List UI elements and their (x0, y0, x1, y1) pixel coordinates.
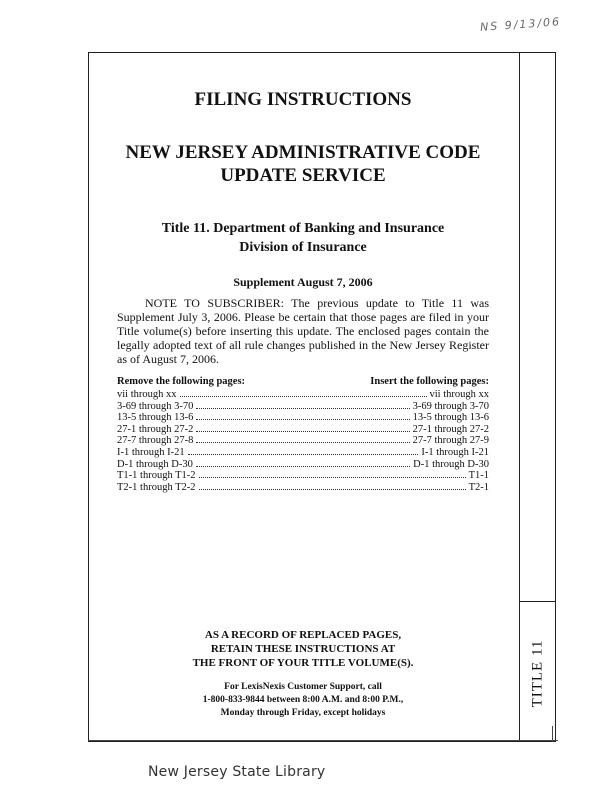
dot-leader (199, 469, 466, 478)
pages-table (117, 375, 489, 492)
dot-leader (180, 388, 427, 397)
support-line1: For LexisNexis Customer Support, call (224, 682, 382, 692)
dot-leader (196, 400, 409, 409)
page-row (117, 423, 489, 435)
insert-pages: T2-1 (468, 481, 489, 493)
dot-leader (196, 434, 409, 443)
page-row (117, 388, 489, 400)
title-heading (117, 219, 489, 257)
remove-pages: T1-1 through T1-2 (117, 470, 196, 482)
page-row (117, 469, 489, 481)
subscriber-note: NOTE TO SUBSCRIBER: The previous update to Title 11 was Supplement July 3, 2006. Please be certain that those pages are filed in your Title volume(s) before inserting this update. The enclosed pages contain the legally adopted text of all rule changes published in the New Jersey Register as of August 7, 2006. (117, 296, 489, 366)
tab-divider-top (520, 601, 555, 602)
insert-pages: vii through xx (429, 389, 489, 400)
remove-pages: I-1 through I-21 (117, 446, 185, 458)
bottom-rule (88, 740, 558, 741)
handwritten-annotation: NS 9/13/06 (479, 15, 562, 34)
dot-leader (199, 481, 466, 490)
remove-pages: vii through xx (117, 389, 177, 400)
insert-pages: 3-69 through 3-70 (412, 400, 489, 412)
page-rows (117, 388, 489, 492)
support-line3: Monday through Friday, except holidays (220, 708, 386, 718)
retain-line3: THE FRONT OF YOUR TITLE VOLUME(S). (192, 657, 414, 669)
library-stamp: New Jersey State Library (148, 764, 326, 780)
retain-line2: RETAIN THESE INSTRUCTIONS AT (210, 643, 396, 655)
code-title-line2: UPDATE SERVICE (220, 165, 386, 186)
insert-pages: 27-7 through 27-9 (412, 435, 489, 447)
code-title (117, 141, 489, 187)
corner-mark (552, 726, 553, 742)
title-line1: Title 11. Department of Banking and Insurance (161, 221, 445, 236)
page-row (117, 411, 489, 423)
title-line2: Division of Insurance (239, 240, 367, 255)
title-tab-strip (519, 53, 555, 741)
insert-pages: 13-5 through 13-6 (412, 412, 489, 424)
document-frame (88, 52, 556, 742)
insert-pages: I-1 through I-21 (421, 446, 489, 458)
page-row (117, 481, 489, 493)
insert-pages: T1-1 (468, 470, 489, 482)
remove-pages: T2-1 through T2-2 (117, 481, 196, 493)
dot-leader (196, 458, 410, 467)
remove-pages: D-1 through D-30 (117, 458, 193, 470)
pages-header (117, 375, 489, 388)
supplement-date: Supplement August 7, 2006 (233, 275, 373, 289)
dot-leader (196, 423, 409, 432)
page-row (117, 446, 489, 458)
customer-support (117, 681, 489, 720)
dot-leader (196, 411, 409, 420)
remove-pages: 3-69 through 3-70 (117, 400, 194, 412)
dot-leader (188, 446, 419, 455)
remove-pages: 27-7 through 27-8 (117, 435, 194, 447)
insert-pages: 27-1 through 27-2 (412, 423, 489, 435)
remove-header: Remove the following pages: (117, 376, 246, 387)
remove-pages: 13-5 through 13-6 (117, 412, 194, 424)
retain-line1: AS A RECORD OF REPLACED PAGES, (204, 629, 402, 641)
insert-header: Insert the following pages: (370, 376, 489, 387)
page-row (117, 458, 489, 470)
code-title-line1: NEW JERSEY ADMINISTRATIVE CODE (125, 142, 481, 163)
support-line2: 1-800-833-9844 between 8:00 A.M. and 8:00 P.M., (202, 695, 404, 705)
retain-notice (117, 628, 489, 670)
page-row (117, 400, 489, 412)
page-row (117, 434, 489, 446)
remove-pages: 27-1 through 27-2 (117, 423, 194, 435)
title-tab-label: TITLE 11 (529, 639, 545, 708)
filing-heading: FILING INSTRUCTIONS (194, 89, 412, 110)
insert-pages: D-1 through D-30 (413, 458, 489, 470)
